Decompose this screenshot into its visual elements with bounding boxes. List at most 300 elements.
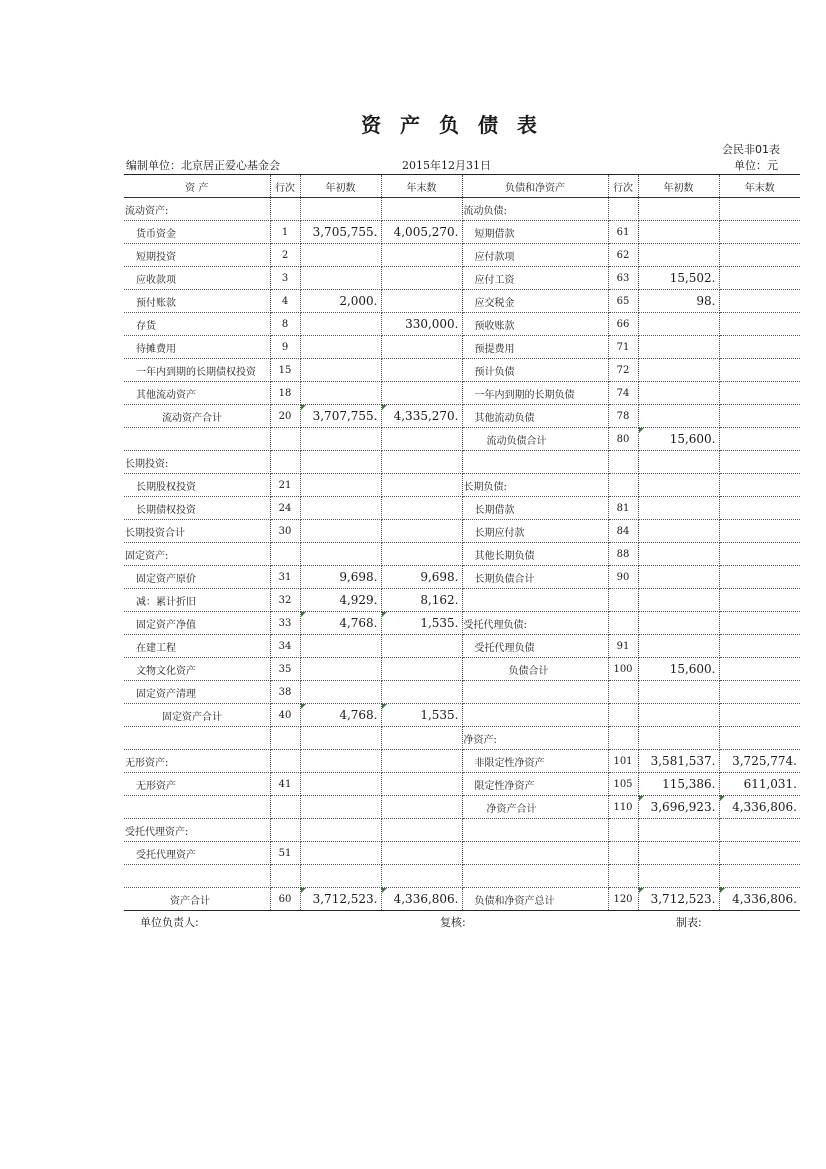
ending-balance-cell: [719, 313, 800, 336]
ending-balance-cell: 4,336,806.: [719, 888, 800, 911]
line-number-cell: 30: [270, 520, 300, 543]
table-row: [124, 497, 800, 520]
line-number-cell: 3: [270, 267, 300, 290]
ending-balance-cell: [381, 773, 462, 796]
asset-item-cell: 长期债权投资: [124, 497, 270, 520]
beginning-balance-cell: [638, 221, 719, 244]
beginning-balance-cell: [638, 819, 719, 842]
line-number-cell: [608, 819, 638, 842]
line-number-cell: 60: [270, 888, 300, 911]
ending-balance-cell: [719, 198, 800, 221]
beginning-balance-cell: 3,696,923.: [638, 796, 719, 819]
asset-item-cell: 减：累计折旧: [124, 589, 270, 612]
table-row: [124, 842, 800, 865]
asset-item-cell: [124, 796, 270, 819]
asset-item-cell: 其他流动资产: [124, 382, 270, 405]
asset-line-header: 行次: [270, 175, 300, 198]
asset-item-cell: 长期投资:: [124, 451, 270, 474]
liability-item-cell: 预收账款: [462, 313, 608, 336]
liability-item-cell: 限定性净资产: [462, 773, 608, 796]
table-row: [124, 290, 800, 313]
beginning-balance-cell: [300, 198, 381, 221]
line-number-cell: [270, 198, 300, 221]
liability-item-cell: [462, 865, 608, 888]
line-number-cell: [270, 727, 300, 750]
line-number-cell: [608, 727, 638, 750]
ending-balance-cell: 330,000.: [381, 313, 462, 336]
line-number-cell: 2: [270, 244, 300, 267]
asset-item-cell: 流动资产合计: [124, 405, 270, 428]
ending-balance-cell: [719, 520, 800, 543]
line-number-cell: 18: [270, 382, 300, 405]
asset-item-cell: [124, 865, 270, 888]
liab-line-header: 行次: [608, 175, 638, 198]
beginning-balance-cell: 9,698.: [300, 566, 381, 589]
beginning-balance-cell: [638, 704, 719, 727]
ending-balance-cell: [381, 451, 462, 474]
ending-balance-cell: [381, 681, 462, 704]
table-row: [124, 865, 800, 888]
table-row: [124, 888, 800, 911]
liability-item-cell: 预提费用: [462, 336, 608, 359]
table-row: [124, 313, 800, 336]
table-row: [124, 198, 800, 221]
table-row: [124, 267, 800, 290]
ending-balance-cell: [381, 474, 462, 497]
beginning-balance-cell: 3,712,523.: [300, 888, 381, 911]
asset-begin-header: 年初数: [300, 175, 381, 198]
ending-balance-cell: [719, 704, 800, 727]
asset-item-cell: 长期投资合计: [124, 520, 270, 543]
meta-line: [124, 158, 780, 174]
ending-balance-cell: [719, 727, 800, 750]
ending-balance-cell: 3,725,774.: [719, 750, 800, 773]
liability-item-cell: [462, 681, 608, 704]
asset-item-cell: 在建工程: [124, 635, 270, 658]
beginning-balance-cell: [638, 520, 719, 543]
beginning-balance-cell: [638, 474, 719, 497]
table-row: [124, 405, 800, 428]
table-row: [124, 681, 800, 704]
beginning-balance-cell: 3,705,755.: [300, 221, 381, 244]
beginning-balance-cell: [300, 750, 381, 773]
liab-end-header: 年末数: [719, 175, 800, 198]
beginning-balance-cell: 4,929.: [300, 589, 381, 612]
page-title: 资 产 负 债 表: [361, 113, 543, 137]
ending-balance-cell: [719, 658, 800, 681]
signature-line: [124, 913, 780, 933]
line-number-cell: [608, 589, 638, 612]
ending-balance-cell: [719, 336, 800, 359]
reporting-entity: 编制单位：北京居正爱心基金会: [126, 159, 280, 172]
asset-item-cell: [124, 727, 270, 750]
ending-balance-cell: [719, 405, 800, 428]
ending-balance-cell: [719, 865, 800, 888]
beginning-balance-cell: [300, 727, 381, 750]
asset-item-cell: 预付账款: [124, 290, 270, 313]
liability-item-cell: 长期借款: [462, 497, 608, 520]
line-number-cell: 100: [608, 658, 638, 681]
beginning-balance-cell: [300, 796, 381, 819]
beginning-balance-cell: [300, 313, 381, 336]
ending-balance-cell: [719, 290, 800, 313]
ending-balance-cell: 4,336,806.: [719, 796, 800, 819]
table-row: [124, 750, 800, 773]
table-row: [124, 704, 800, 727]
beginning-balance-cell: [638, 589, 719, 612]
liab-begin-header: 年初数: [638, 175, 719, 198]
ending-balance-cell: [719, 635, 800, 658]
ending-balance-cell: [381, 428, 462, 451]
asset-item-cell: 固定资产合计: [124, 704, 270, 727]
beginning-balance-cell: 4,768.: [300, 704, 381, 727]
line-number-cell: 88: [608, 543, 638, 566]
beginning-balance-cell: [300, 865, 381, 888]
asset-item-cell: 固定资产:: [124, 543, 270, 566]
table-row: [124, 566, 800, 589]
table-row: [124, 520, 800, 543]
beginning-balance-cell: [638, 244, 719, 267]
ending-balance-cell: [719, 543, 800, 566]
ending-balance-cell: [381, 750, 462, 773]
line-number-cell: 24: [270, 497, 300, 520]
beginning-balance-cell: [300, 543, 381, 566]
beginning-balance-cell: 15,502.: [638, 267, 719, 290]
ending-balance-cell: [719, 244, 800, 267]
beginning-balance-cell: [300, 428, 381, 451]
beginning-balance-cell: 2,000.: [300, 290, 381, 313]
review-label: 复核:: [440, 916, 466, 929]
ending-balance-cell: [719, 566, 800, 589]
line-number-cell: 38: [270, 681, 300, 704]
beginning-balance-cell: 3,712,523.: [638, 888, 719, 911]
table-row: [124, 336, 800, 359]
line-number-cell: [270, 543, 300, 566]
balance-sheet: [124, 108, 797, 933]
liability-item-cell: 应交税金: [462, 290, 608, 313]
beginning-balance-cell: [638, 566, 719, 589]
asset-item-cell: 短期投资: [124, 244, 270, 267]
ending-balance-cell: [381, 819, 462, 842]
ending-balance-cell: 611,031.: [719, 773, 800, 796]
line-number-cell: 90: [608, 566, 638, 589]
liability-item-cell: 净资产合计: [462, 796, 608, 819]
liability-item-cell: [462, 589, 608, 612]
unit-head-label: 单位负责人:: [140, 916, 199, 929]
line-number-cell: 51: [270, 842, 300, 865]
beginning-balance-cell: [638, 497, 719, 520]
asset-item-cell: 文物文化资产: [124, 658, 270, 681]
table-row: [124, 819, 800, 842]
asset-item-cell: 资产合计: [124, 888, 270, 911]
beginning-balance-cell: 4,768.: [300, 612, 381, 635]
ending-balance-cell: 4,005,270.: [381, 221, 462, 244]
table-row: [124, 428, 800, 451]
line-number-cell: [270, 451, 300, 474]
ending-balance-cell: [381, 267, 462, 290]
ending-balance-cell: [719, 474, 800, 497]
ending-balance-cell: [719, 497, 800, 520]
liability-item-cell: 长期负债:: [462, 474, 608, 497]
ending-balance-cell: [719, 842, 800, 865]
line-number-cell: [608, 198, 638, 221]
beginning-balance-cell: [300, 819, 381, 842]
ending-balance-cell: [719, 267, 800, 290]
liability-item-cell: [462, 704, 608, 727]
ending-balance-cell: [719, 359, 800, 382]
beginning-balance-cell: 3,581,537.: [638, 750, 719, 773]
beginning-balance-cell: [300, 773, 381, 796]
liability-item-cell: [462, 842, 608, 865]
beginning-balance-cell: [638, 451, 719, 474]
table-row: [124, 451, 800, 474]
liability-item-cell: 长期应付款: [462, 520, 608, 543]
line-number-cell: [270, 796, 300, 819]
beginning-balance-cell: [638, 313, 719, 336]
table-row: [124, 658, 800, 681]
line-number-cell: 20: [270, 405, 300, 428]
asset-item-cell: 固定资产清理: [124, 681, 270, 704]
asset-item-cell: [124, 428, 270, 451]
ending-balance-cell: 8,162.: [381, 589, 462, 612]
form-code: 会民非01表: [722, 143, 780, 156]
table-row: [124, 773, 800, 796]
liability-item-cell: [462, 451, 608, 474]
asset-item-cell: 受托代理资产:: [124, 819, 270, 842]
table-row: [124, 244, 800, 267]
ending-balance-cell: [719, 819, 800, 842]
line-number-cell: 4: [270, 290, 300, 313]
ending-balance-cell: [381, 635, 462, 658]
line-number-cell: 72: [608, 359, 638, 382]
beginning-balance-cell: [300, 359, 381, 382]
asset-item-cell: 流动资产:: [124, 198, 270, 221]
ending-balance-cell: [381, 727, 462, 750]
line-number-cell: 65: [608, 290, 638, 313]
liability-item-cell: 应付款项: [462, 244, 608, 267]
ending-balance-cell: [381, 520, 462, 543]
table-row: [124, 635, 800, 658]
asset-item-cell: 无形资产:: [124, 750, 270, 773]
asset-item-cell: 待摊费用: [124, 336, 270, 359]
liability-item-cell: 流动负债:: [462, 198, 608, 221]
line-number-cell: [270, 819, 300, 842]
table-row: [124, 589, 800, 612]
asset-item-cell: 无形资产: [124, 773, 270, 796]
beginning-balance-cell: [300, 520, 381, 543]
beginning-balance-cell: 15,600.: [638, 658, 719, 681]
asset-item-cell: 一年内到期的长期债权投资: [124, 359, 270, 382]
balance-sheet-table: [124, 174, 800, 911]
preparer-label: 制表:: [676, 916, 702, 929]
table-row: [124, 359, 800, 382]
line-number-cell: 63: [608, 267, 638, 290]
ending-balance-cell: 1,535.: [381, 704, 462, 727]
line-number-cell: 31: [270, 566, 300, 589]
ending-balance-cell: [719, 382, 800, 405]
ending-balance-cell: [381, 382, 462, 405]
table-row: [124, 612, 800, 635]
beginning-balance-cell: [638, 382, 719, 405]
table-row: [124, 796, 800, 819]
beginning-balance-cell: [300, 681, 381, 704]
line-number-cell: 32: [270, 589, 300, 612]
ending-balance-cell: [719, 681, 800, 704]
line-number-cell: [608, 842, 638, 865]
line-number-cell: 66: [608, 313, 638, 336]
liab-col-header: 负债和净资产: [462, 175, 608, 198]
table-body: [124, 198, 800, 911]
line-number-cell: 35: [270, 658, 300, 681]
beginning-balance-cell: [638, 336, 719, 359]
ending-balance-cell: [719, 451, 800, 474]
ending-balance-cell: [381, 359, 462, 382]
line-number-cell: 91: [608, 635, 638, 658]
line-number-cell: 71: [608, 336, 638, 359]
line-number-cell: 84: [608, 520, 638, 543]
beginning-balance-cell: [638, 681, 719, 704]
line-number-cell: [270, 428, 300, 451]
asset-item-cell: 长期股权投资: [124, 474, 270, 497]
liability-item-cell: 流动负债合计: [462, 428, 608, 451]
beginning-balance-cell: [638, 405, 719, 428]
liability-item-cell: [462, 819, 608, 842]
beginning-balance-cell: [300, 474, 381, 497]
liability-item-cell: 应付工资: [462, 267, 608, 290]
line-number-cell: 1: [270, 221, 300, 244]
table-row: [124, 221, 800, 244]
ending-balance-cell: [381, 796, 462, 819]
line-number-cell: 15: [270, 359, 300, 382]
beginning-balance-cell: 98.: [638, 290, 719, 313]
line-number-cell: 78: [608, 405, 638, 428]
line-number-cell: [608, 474, 638, 497]
line-number-cell: [608, 681, 638, 704]
ending-balance-cell: [381, 865, 462, 888]
asset-end-header: 年末数: [381, 175, 462, 198]
beginning-balance-cell: [638, 635, 719, 658]
line-number-cell: 8: [270, 313, 300, 336]
line-number-cell: [608, 865, 638, 888]
ending-balance-cell: 4,336,806.: [381, 888, 462, 911]
ending-balance-cell: [381, 543, 462, 566]
asset-item-cell: 存货: [124, 313, 270, 336]
line-number-cell: [270, 865, 300, 888]
beginning-balance-cell: [638, 359, 719, 382]
beginning-balance-cell: [300, 336, 381, 359]
ending-balance-cell: [381, 497, 462, 520]
line-number-cell: [270, 750, 300, 773]
line-number-cell: 33: [270, 612, 300, 635]
liability-item-cell: 预计负债: [462, 359, 608, 382]
line-number-cell: [608, 451, 638, 474]
liability-item-cell: 受托代理负债:: [462, 612, 608, 635]
beginning-balance-cell: 3,707,755.: [300, 405, 381, 428]
liability-item-cell: 受托代理负债: [462, 635, 608, 658]
liability-item-cell: 负债和净资产总计: [462, 888, 608, 911]
report-date: 2015年12月31日: [402, 159, 491, 172]
beginning-balance-cell: [300, 635, 381, 658]
beginning-balance-cell: [300, 842, 381, 865]
table-row: [124, 543, 800, 566]
ending-balance-cell: [381, 244, 462, 267]
line-number-cell: 74: [608, 382, 638, 405]
beginning-balance-cell: [300, 658, 381, 681]
line-number-cell: 81: [608, 497, 638, 520]
asset-item-cell: 固定资产净值: [124, 612, 270, 635]
line-number-cell: 110: [608, 796, 638, 819]
liability-item-cell: 负债合计: [462, 658, 608, 681]
line-number-cell: 41: [270, 773, 300, 796]
ending-balance-cell: 1,535.: [381, 612, 462, 635]
header-row: [124, 175, 800, 198]
beginning-balance-cell: [300, 497, 381, 520]
line-number-cell: 80: [608, 428, 638, 451]
line-number-cell: [608, 612, 638, 635]
beginning-balance-cell: [638, 612, 719, 635]
beginning-balance-cell: [300, 267, 381, 290]
line-number-cell: 105: [608, 773, 638, 796]
beginning-balance-cell: 15,600.: [638, 428, 719, 451]
table-row: [124, 382, 800, 405]
liability-item-cell: 短期借款: [462, 221, 608, 244]
line-number-cell: 120: [608, 888, 638, 911]
liability-item-cell: 非限定性净资产: [462, 750, 608, 773]
beginning-balance-cell: [638, 198, 719, 221]
ending-balance-cell: 9,698.: [381, 566, 462, 589]
ending-balance-cell: 4,335,270.: [381, 405, 462, 428]
ending-balance-cell: [381, 336, 462, 359]
ending-balance-cell: [381, 842, 462, 865]
line-number-cell: [608, 704, 638, 727]
asset-item-cell: 受托代理资产: [124, 842, 270, 865]
line-number-cell: 21: [270, 474, 300, 497]
liability-item-cell: 一年内到期的长期负债: [462, 382, 608, 405]
ending-balance-cell: [719, 589, 800, 612]
ending-balance-cell: [381, 198, 462, 221]
beginning-balance-cell: 115,386.: [638, 773, 719, 796]
beginning-balance-cell: [638, 727, 719, 750]
currency-unit: 单位：元: [734, 159, 778, 172]
ending-balance-cell: [381, 290, 462, 313]
line-number-cell: 62: [608, 244, 638, 267]
line-number-cell: 34: [270, 635, 300, 658]
asset-item-cell: 货币资金: [124, 221, 270, 244]
liability-item-cell: 净资产:: [462, 727, 608, 750]
table-row: [124, 474, 800, 497]
table-row: [124, 727, 800, 750]
ending-balance-cell: [719, 612, 800, 635]
beginning-balance-cell: [638, 842, 719, 865]
beginning-balance-cell: [638, 865, 719, 888]
beginning-balance-cell: [300, 451, 381, 474]
liability-item-cell: 其他长期负债: [462, 543, 608, 566]
ending-balance-cell: [381, 658, 462, 681]
ending-balance-cell: [719, 221, 800, 244]
beginning-balance-cell: [300, 244, 381, 267]
line-number-cell: 101: [608, 750, 638, 773]
beginning-balance-cell: [300, 382, 381, 405]
asset-item-cell: 应收款项: [124, 267, 270, 290]
line-number-cell: 40: [270, 704, 300, 727]
asset-col-header: 资 产: [124, 175, 270, 198]
asset-item-cell: 固定资产原价: [124, 566, 270, 589]
beginning-balance-cell: [638, 543, 719, 566]
line-number-cell: 61: [608, 221, 638, 244]
line-number-cell: 9: [270, 336, 300, 359]
liability-item-cell: 其他流动负债: [462, 405, 608, 428]
ending-balance-cell: [719, 428, 800, 451]
